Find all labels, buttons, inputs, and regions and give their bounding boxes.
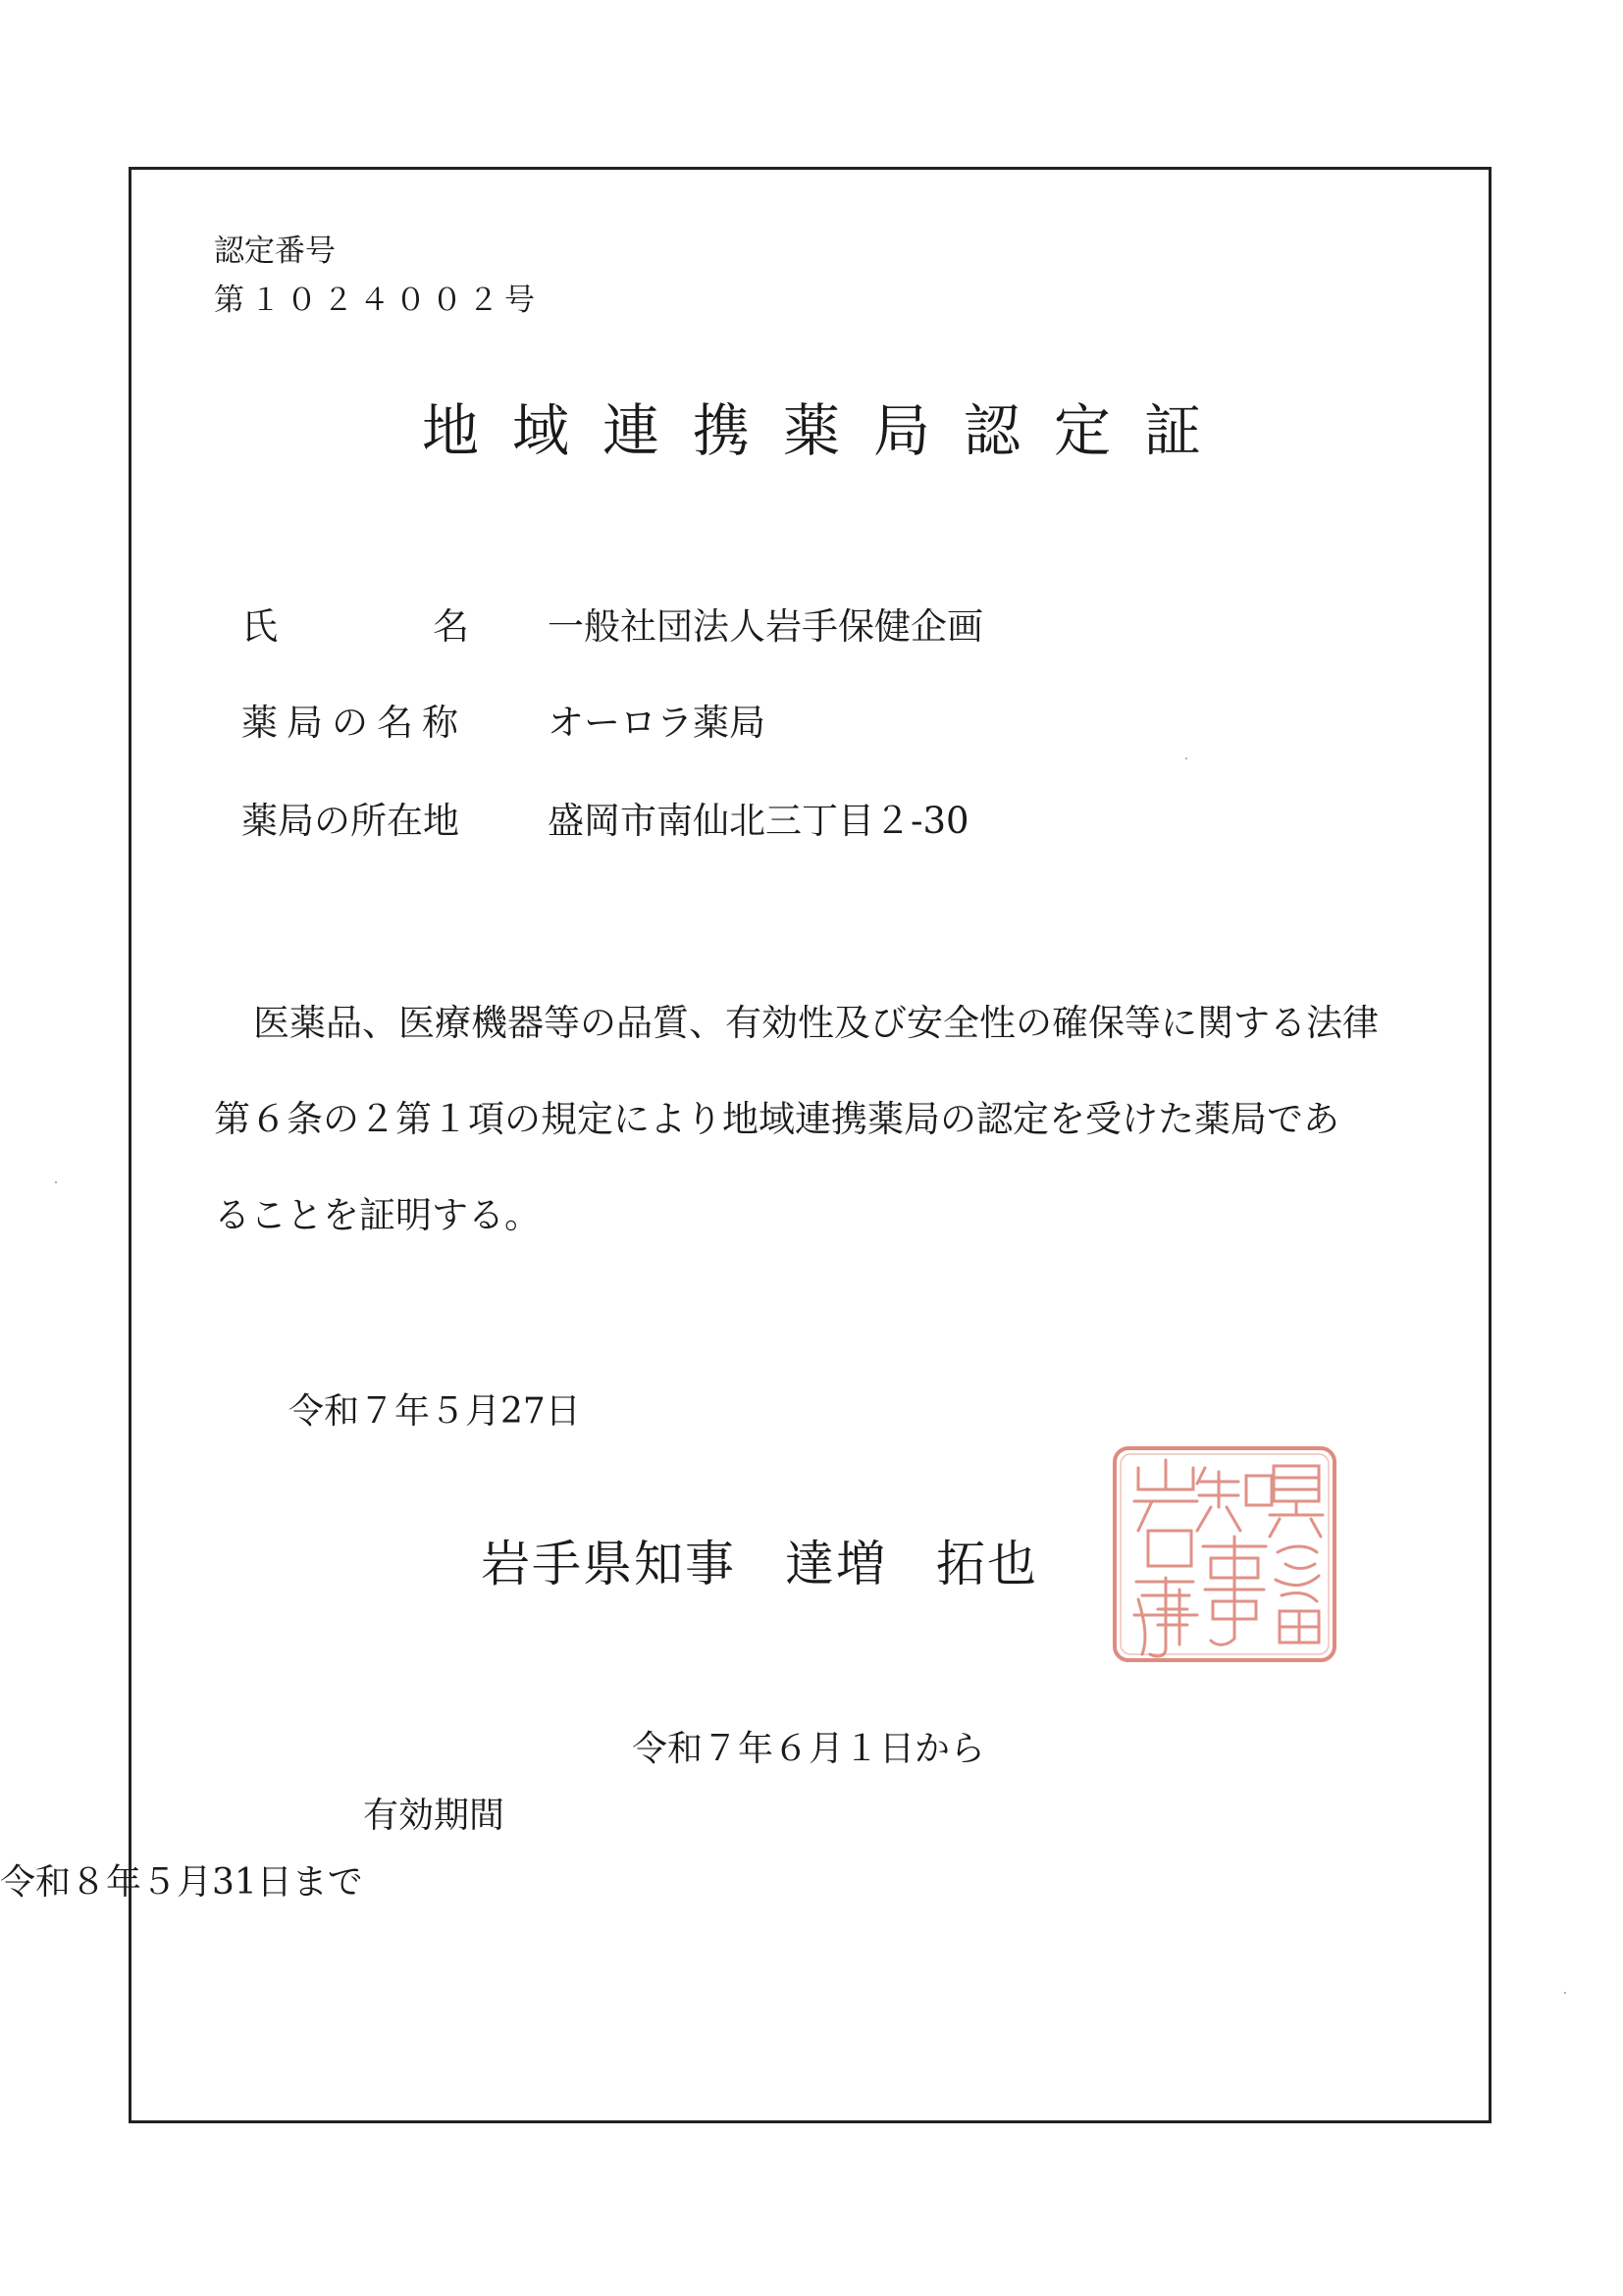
field-value-address: 盛岡市南仙北三丁目２-30: [548, 800, 969, 842]
certificate-number-label: 認定番号: [214, 234, 336, 269]
certificate-number-value: 第１０２４００２号: [214, 283, 541, 318]
field-label-address: 薬局の所在地: [241, 800, 459, 842]
scan-speck: [1185, 757, 1187, 759]
signatory: [481, 1525, 1038, 1595]
scan-speck: [55, 1181, 57, 1183]
document-title: 地域連携薬局認定証: [421, 397, 1234, 464]
field-label-name-char-2: 名: [433, 605, 469, 648]
field-label-name: [241, 597, 469, 650]
body-text-line-1: 医薬品、医療機器等の品質、有効性及び安全性の確保等に関する法律: [253, 1002, 1379, 1044]
issue-date: 令和７年５月27日: [288, 1391, 581, 1432]
signatory-title: 岩手県知事: [481, 1536, 736, 1592]
field-label-pharmacy-name: 薬局の名称: [241, 702, 467, 744]
field-value-pharmacy-name: オーロラ薬局: [548, 702, 765, 744]
validity-end: 令和８年５月31日まで: [0, 1862, 363, 1903]
body-text-line-3: ることを証明する。: [214, 1194, 541, 1236]
validity-label: 有効期間: [363, 1796, 505, 1836]
field-value-name: 一般社団法人岩手保健企画: [548, 605, 983, 648]
official-seal-stamp: [1109, 1442, 1340, 1666]
signatory-surname: 達増: [785, 1536, 887, 1592]
body-text-line-2: 第６条の２第１項の規定により地域連携薬局の認定を受けた薬局であ: [214, 1098, 1339, 1140]
field-label-name-char-1: 氏: [241, 605, 278, 648]
signatory-given-name: 拓也: [936, 1536, 1038, 1592]
validity-start: 令和７年６月１日から: [632, 1729, 986, 1769]
scan-speck: [1564, 1992, 1566, 1994]
